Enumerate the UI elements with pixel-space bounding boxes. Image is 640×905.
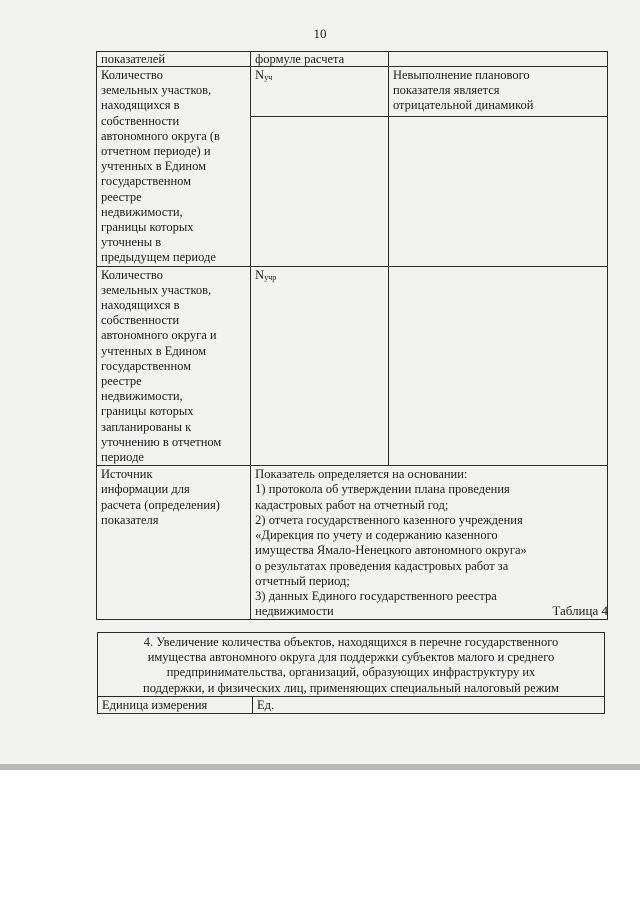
table-4-title-line: 4. Увеличение количества объектов, находящихся в перечне государственного — [143, 635, 559, 649]
indicator-name-line: Количество — [101, 68, 163, 82]
indicator-name-line: границы которых — [101, 220, 194, 235]
indicator-name-line: собственности — [101, 313, 180, 328]
indicator-name-line: уточнены в — [101, 235, 162, 250]
source-text-line: «Дирекция по учету и содержанию казенного — [255, 528, 498, 543]
indicator-name-line: автономного округа и — [101, 328, 217, 343]
note-line: отрицательной динамикой — [392, 98, 534, 113]
note-cell — [388, 67, 607, 117]
source-text-line: имущества Ямало-Ненецкого автономного округа» — [255, 543, 527, 558]
note-line: показателя является — [392, 83, 500, 98]
table-4-title-line: имущества автономного округа для поддержки субъектов малого и среднего — [147, 650, 555, 665]
table-header-row — [97, 52, 608, 67]
indicator-name-line: учтенных в Едином — [101, 343, 207, 358]
source-label-cell — [97, 466, 251, 620]
source-text-line: 3) данных Единого государственного реестра — [255, 588, 497, 603]
formula-symbol-cell — [251, 266, 389, 466]
indicator-name-cell — [97, 266, 251, 466]
table-row — [98, 696, 605, 713]
source-text-line: недвижимости — [255, 604, 334, 619]
table-row — [97, 466, 608, 620]
indicator-name-line: предыдущем периоде — [101, 250, 216, 265]
indicator-name-line: уточнению в отчетном — [101, 434, 222, 449]
indicator-name-line: государственном — [101, 174, 192, 189]
indicator-name-line: реестре — [101, 374, 142, 389]
formula-symbol-subscript: учр — [264, 272, 277, 282]
source-text-line: отчетный период; — [255, 573, 350, 588]
indicator-name-line: запланированы к — [101, 419, 192, 434]
table-caption: Таблица 4 — [552, 603, 608, 618]
indicator-name-line: собственности — [101, 113, 180, 128]
source-text-line: Показатель определяется на основании: — [255, 467, 468, 482]
empty-cell — [388, 266, 607, 466]
source-label-line: информации для — [101, 482, 190, 497]
empty-cell — [251, 116, 389, 266]
source-label-line: Источник — [101, 467, 153, 482]
table-4-title-line: предпринимательства, организаций, образующих инфраструктуру их — [166, 665, 536, 680]
unit-value-cell: Ед. — [253, 696, 605, 713]
table-row — [97, 67, 608, 117]
formula-symbol-cell — [251, 67, 389, 117]
formula-symbol-subscript: уч — [264, 73, 273, 82]
indicator-name-line: учтенных в Едином — [101, 159, 207, 174]
indicator-name-line: земельных участков, — [101, 83, 212, 98]
source-text-line: 1) протокола об утверждении плана проведения — [255, 482, 510, 497]
source-text-line: кадастровых работ на отчетный год; — [255, 497, 449, 512]
indicator-name-line: недвижимости, — [101, 204, 183, 219]
indicator-name-line: Количество — [101, 267, 163, 282]
formula-symbol: N — [255, 68, 265, 82]
table-4-title-cell — [98, 633, 605, 697]
table-row — [98, 633, 605, 697]
unit-label-cell: Единица измерения — [98, 696, 253, 713]
indicator-name-line: отчетном периоде) и — [101, 144, 211, 159]
header-cell-1: показателей — [97, 52, 251, 67]
header-cell-2: формуле расчета — [251, 52, 389, 67]
source-label-line: расчета (определения) — [101, 497, 220, 512]
empty-cell — [388, 116, 607, 266]
source-text-line: о результатах проведения кадастровых работ за — [255, 558, 509, 573]
indicator-name-line: находящихся в — [101, 98, 180, 113]
formula-symbol: N — [255, 267, 265, 282]
page-number: 10 — [313, 26, 327, 41]
indicator-name-line: реестре — [101, 189, 142, 204]
source-label-line: показателя — [101, 512, 159, 527]
indicator-name-line: земельных участков, — [101, 282, 212, 297]
source-text-line: 2) отчета государственного казенного учреждения — [255, 512, 523, 527]
table-4-title-line: поддержки, и физических лиц, применяющих специальный налоговый режим — [143, 680, 559, 695]
table-4 — [97, 632, 605, 714]
indicator-name-line: автономного округа (в — [101, 128, 220, 143]
source-text-cell — [251, 466, 608, 620]
header-cell-3 — [388, 52, 607, 67]
note-line: Невыполнение планового — [392, 68, 530, 82]
indicator-name-line: государственном — [101, 358, 192, 373]
indicator-name-line: границы которых — [101, 404, 194, 419]
indicator-name-line: периоде — [101, 450, 144, 465]
indicator-name-line: недвижимости, — [101, 389, 183, 404]
indicator-name-line: находящихся в — [101, 298, 180, 313]
indicator-table — [96, 51, 608, 620]
table-row — [97, 266, 608, 466]
indicator-name-cell — [97, 67, 251, 267]
